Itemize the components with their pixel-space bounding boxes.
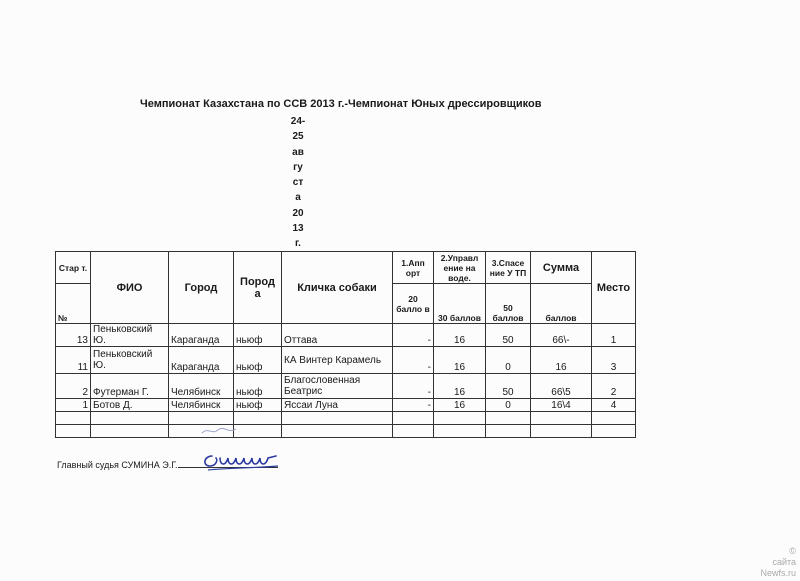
cell-start: 2 <box>56 374 91 399</box>
table-row-empty <box>56 425 636 438</box>
cell-city: Челябинск <box>169 374 234 399</box>
date-line: 20 <box>292 207 304 219</box>
cell-dog: Яссаи Луна <box>282 399 393 412</box>
header-city: Город <box>169 252 234 324</box>
header-rescue: 3.Спасе ние У ТП <box>486 252 531 284</box>
table-row <box>56 399 636 412</box>
cell-rescue: 50 <box>486 324 531 347</box>
cell-place: 4 <box>592 399 636 412</box>
cell-place: 2 <box>592 374 636 399</box>
header-start: Стар т. <box>56 252 91 284</box>
cell-name: Футерман Г. <box>91 374 169 399</box>
watermark-line: сайта <box>772 557 796 567</box>
cell-start: 11 <box>56 347 91 374</box>
cell-rescue: 0 <box>486 347 531 374</box>
date-line: г. <box>295 238 301 250</box>
cell-sum: 16\4 <box>531 399 592 412</box>
cell-app: - <box>393 399 434 412</box>
cell-water: 16 <box>434 399 486 412</box>
cell-water: 16 <box>434 324 486 347</box>
header-dog: Кличка собаки <box>282 252 393 324</box>
cell-name: Ботов Д. <box>91 399 169 412</box>
cell-rescue: 50 <box>486 374 531 399</box>
cell-city: Караганда <box>169 324 234 347</box>
cell-dog: КА Винтер Карамель <box>282 347 393 374</box>
table-row <box>56 347 636 374</box>
table-row <box>56 324 636 347</box>
date-line: 13 <box>292 223 304 235</box>
cell-name: Пеньковский Ю. <box>91 347 169 374</box>
cell-app: - <box>393 374 434 399</box>
cell-sum: 16 <box>531 347 592 374</box>
header-breed: Пород а <box>234 252 282 324</box>
header-app: 1.Апп орт <box>393 252 434 284</box>
cell-place: 3 <box>592 347 636 374</box>
header-rescue-points: 50 баллов <box>486 284 531 324</box>
header-sum: Сумма <box>531 252 592 284</box>
cell-name: Пеньковский Ю. <box>91 324 169 347</box>
cell-start: 1 <box>56 399 91 412</box>
chief-judge-label: Главный судья СУМИНА Э.Г. <box>57 460 178 470</box>
watermark-line: Newfs.ru <box>760 568 796 578</box>
cell-rescue: 0 <box>486 399 531 412</box>
date-line: а <box>295 192 301 204</box>
cell-breed: ньюф <box>234 324 282 347</box>
date-line: 25 <box>292 131 304 143</box>
header-name: ФИО <box>91 252 169 324</box>
header-app-points: 20 балло в <box>393 284 434 324</box>
cell-breed: ньюф <box>234 347 282 374</box>
results-table <box>55 251 636 438</box>
header-sum-points: баллов <box>531 284 592 324</box>
date-line: ав <box>292 146 304 158</box>
header-water-points: 30 баллов <box>434 284 486 324</box>
cell-breed: ньюф <box>234 374 282 399</box>
handwritten-signature <box>198 446 282 474</box>
document-title: Чемпионат Казахстана по ССВ 2013 г.-Чемпионат Юных дрессировщиков <box>140 98 542 110</box>
date-line: 24- <box>290 116 306 127</box>
cell-place: 1 <box>592 324 636 347</box>
cell-water: 16 <box>434 347 486 374</box>
cell-sum: 66\- <box>531 324 592 347</box>
table-row-empty <box>56 412 636 425</box>
table-row <box>56 374 636 399</box>
header-start-number: № <box>56 284 91 324</box>
watermark-line: © <box>789 546 796 556</box>
date-line: гу <box>293 161 303 173</box>
date-line: ст <box>292 177 304 189</box>
cell-city: Караганда <box>169 347 234 374</box>
header-place: Место <box>592 252 636 324</box>
faint-signature-mark <box>200 425 240 437</box>
cell-water: 16 <box>434 374 486 399</box>
cell-breed: ньюф <box>234 399 282 412</box>
cell-sum: 66\5 <box>531 374 592 399</box>
cell-dog: Благословенная Беатрис <box>282 374 393 399</box>
header-water: 2.Управл ение на воде. <box>434 252 486 284</box>
cell-app: - <box>393 347 434 374</box>
cell-city: Челябинск <box>169 399 234 412</box>
cell-start: 13 <box>56 324 91 347</box>
event-date <box>286 114 310 252</box>
cell-dog: Оттава <box>282 324 393 347</box>
cell-app: - <box>393 324 434 347</box>
site-watermark <box>760 546 796 579</box>
